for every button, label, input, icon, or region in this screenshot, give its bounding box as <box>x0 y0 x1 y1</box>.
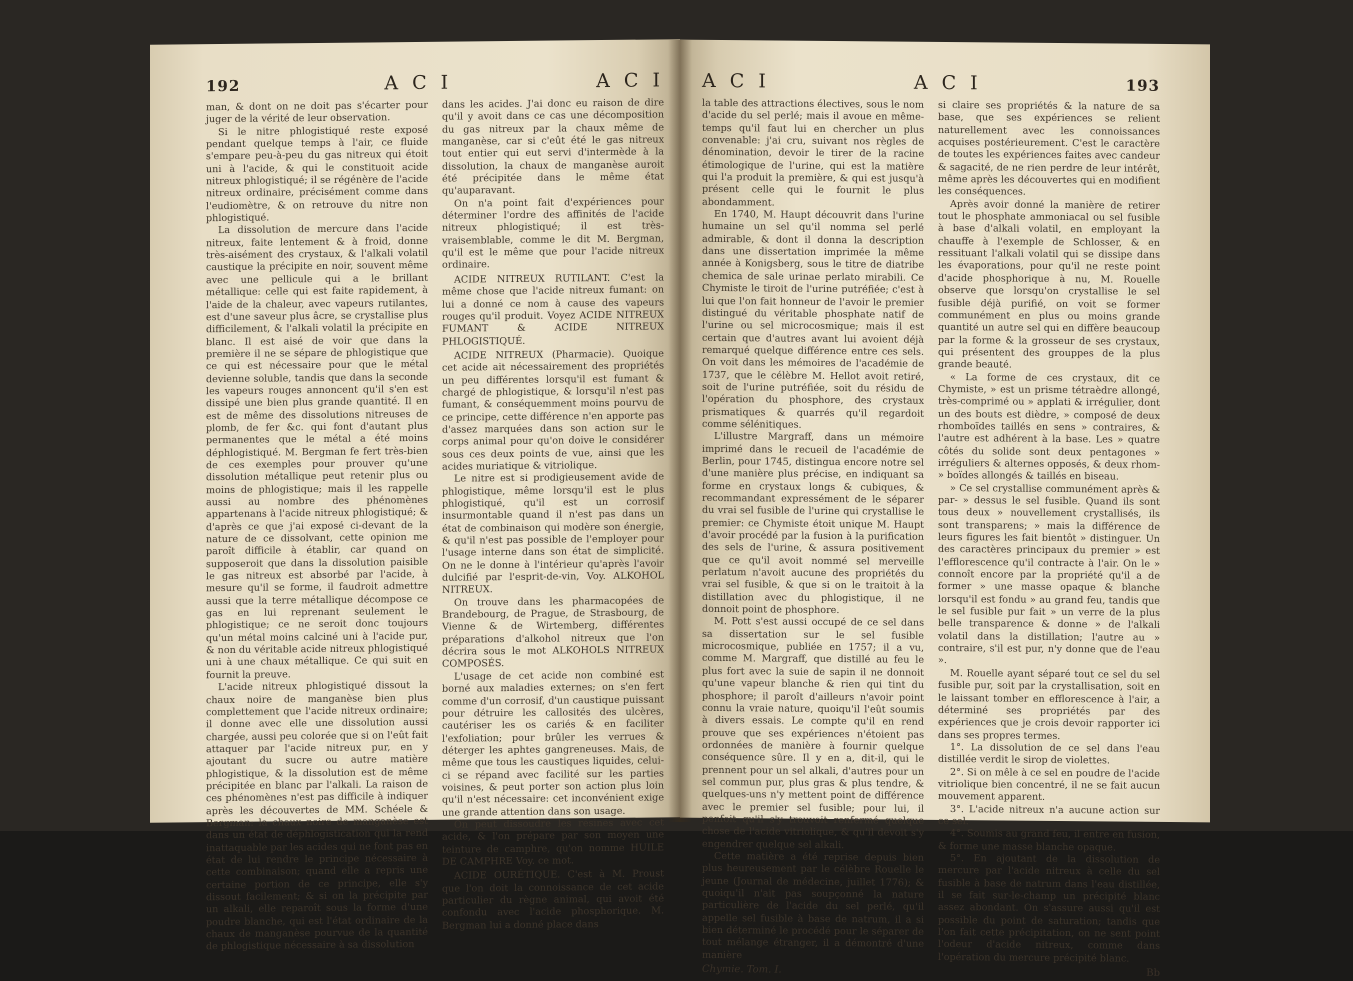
paragraph: man, & dont on ne doit pas s'écarter pour juger de la vérité de leur observation. <box>206 99 428 126</box>
paragraph: On peut dissoudre les résines avec cet acide, & l'on prépare par son moyen une teinture de camphre, qu'on nomme HUILE DE CAMPHRE Voy. ce mot. <box>442 817 664 868</box>
left-page-number: 192 <box>206 76 241 96</box>
right-column-1 <box>702 97 924 976</box>
paragraph: la table des attractions électives, sous le nom d'acide du sel perlé; mais il avoue en même-temps qu'il faut lui en chercher un plus convenable: j'ai cru, suivant nos règles de dénomination, devoir le tirer de la racine étimologique de l'urine, qui est la matière qui l'a produit la première, & qui est jusqu'à présent celle qui le fournit le plus abondamment. <box>702 97 924 209</box>
page-footer <box>702 964 924 978</box>
paragraph: Après avoir donné la manière de retirer tout le phosphate ammoniacal ou sel fusible à base d'alkali volatil, en employant la chauffe à l'exemple de Schlosser, & en ressituant l'alkali volatil qui se dissipe dans les évaporations, pour qu'il ne reste point d'acide phosphorique à nu, M. Rouelle observe que lorsqu'on crystallise le sel fusible déjà purifié, on voit se former communément en plus ou moins grande quantité un autre sel qui en diffère beaucoup par la forme & la grosseur de ses crystaux, qui présentent des grouppes de la plus grande beauté. <box>938 198 1160 371</box>
right-column-2 <box>938 99 1160 979</box>
right-running-head-left: A C I <box>702 69 770 93</box>
paragraph: L'illustre Margraff, dans un mémoire imprimé dans le recueil de l'académie de Berlin, pour 1745, distingua encore notre sel d'une manière plus précise, en indiquant sa forme en crystaux longs & cubiques, & recommandant expressément de le séparer du vrai sel fusible de l'urine qui crystallise le premier: ce Chymiste étoit unique M. Haupt d'avoir procédé par la fusion à la purification des sels de l'urine, & assura positivement que ce qu'il avoit nommé sel merveille perlatum n'avoit aucune des propriétés du vrai sel fusible, & que si on le traitoit à la distillation avec du phlogistique, il ne donnoit point de phosphore. <box>702 431 924 617</box>
paragraph: L'usage de cet acide non combiné est borné aux maladies externes; on s'en fert comme d'un corrosif, d'un caustique puissant pour détruire les callosités des ulcères, cautériser les os cariés & en faciliter l'exfoliation; pour brûler les verrues & déterger les aphtes gangreneuses. Mais, de même que tous les caustiques liquides, celui-ci se répand avec facilité sur les parties voisines, & peut porter son action plus loin qu'il n'est nécessaire: cet inconvénient exige une grande attention dans son usage. <box>442 669 664 819</box>
paragraph: En 1740, M. Haupt découvrit dans l'urine humaine un sel qu'il nomma sel perlé admirable, & dont il donna la description dans une dissertation imprimée la même année à Konigsberg, sous le titre de diatribe chemica de sale urinae perlato mirabili. Ce Chymiste le tiroit de l'urine putréfiée; c'est à lui que l'on fait honneur de l'avoir le premier distingué du véritable phosphate natif de l'urine ou sel microcosmique; mais il est certain que d'autres avant lui avoient déjà remarqué quelque différence entre ces sels. On voit dans les mémoires de l'académie de 1737, que le célèbre M. Hellot avoit retiré, soit de l'urine putréfiée, soit du résidu de l'opération du phosphore, des crystaux prismatiques & quarrés qu'il regardoit comme sélénitiques. <box>702 209 924 431</box>
numbered-paragraph: 4°. Soumis au grand feu, il entre en fusion, & forme une masse blanche opaque. <box>938 828 1160 854</box>
right-page <box>680 40 1210 979</box>
right-page-header <box>702 70 1160 96</box>
numbered-paragraph: 1°. La dissolution de ce sel dans l'eau distillée verdit le sirop de violettes. <box>938 741 1160 767</box>
quote-paragraph: « La forme de ces crystaux, dit ce Chymiste, » est un prisme tétraèdre allongé, très-comprimé ou » applati & irrégulier, dont un des bouts est dièdre, » composé de deux rhomboïdes taillés en sens » contraires, & l'autre est adhérent à la base. Les » quatre côtés du solide sont deux pentagones » irréguliers & alternes opposés, & deux rhom- » boïdes allongés & taillés en biseau. <box>938 371 1160 483</box>
paragraph: Si le nitre phlogistiqué reste exposé pendant quelque temps à l'air, ce fluide s'empare peu-à-peu du gas nitreux qui étoit uni à l'acide, & qui le constituoit acide nitreux phlogistiqué; il se régénère de l'acide nitreux ordinaire, précisément comme dans l'eudiomètre, & on retrouve du nitre non phlogistiqué. <box>206 124 428 225</box>
paragraph: On trouve dans les pharmacopées de Brandebourg, de Prague, de Strasbourg, de Vienne & de Wirtemberg, différentes préparations d'alkohol nitreux que l'on décrira sous le mot ALKOHOLS NITREUX COMPOSÉS. <box>442 595 664 671</box>
right-page-number: 193 <box>1125 76 1160 95</box>
paragraph: On n'a point fait d'expériences pour déterminer l'ordre des affinités de l'acide nitreux phlogistiqué; il est très-vraisemblable, comme le dit M. Bergman, qu'il est le même que pour l'acide nitreux ordinaire. <box>442 196 664 272</box>
paragraph: La dissolution de mercure dans l'acide nitreux, faite lentement & à froid, donne très-aisément des crystaux, & l'alkali volatil caustique la précipite en noir, souvent même avec une pellicule qui a le brillant métallique: celle qui est faite rapidement, à l'aide de la chaleur, avec vapeurs rutilantes, est d'une saveur plus âcre, se crystallise plus difficilement, & l'alkali volatil la précipite en blanc. Il est aisé de voir que dans la première il ne se sépare de phlogistique que ce qui est nécessaire pour que le métal devienne soluble, tandis que dans la seconde les vapeurs rouges annoncent qu'il s'en est dissipé une bien plus grande quantité. Il en est de même des dissolutions nitreuses de plomb, de fer &c. qui font d'autant plus permanentes que le métal a été moins déphlogistiqué. M. Bergman fe fert très-bien de ces exemples pour prouver qu'une dissolution métallique peut retenir plus ou moins de phlogistique; mais il les rappelle aussi au nombre des phénomènes appartenans à l'acide nitreux phlogistiqué; & d'après ce que j'ai exposé ci-devant de la nature de ce dissolvant, cette opinion me paroît difficile à établir, car quand on supposeroit que dans la dissolution paisible le gas nitreux est absorbé par l'acide, à mesure qu'il se forme, il faudroit admettre aussi que la terre métallique décompose ce gas en lui reprenant seulement le phlogistique; ce ne seroit donc toujours qu'un métal moins calciné uni à l'acide pur, & non du véritable acide nitreux phlogistiqué uni à une chaux métallique. Ce qui suit en fournit la preuve. <box>206 223 428 682</box>
paragraph: dans les acides. J'ai donc eu raison de dire qu'il y avoit dans ce cas une décomposition du gas nitreux par la chaux même de manganèse, car si c'eût été le gas nitreux tout entier qui eut servi d'intermède à la dissolution, la chaux de manganèse auroit été précipitée dans le même état qu'auparavant. <box>442 97 664 198</box>
left-column-2 <box>442 97 664 932</box>
numbered-paragraph: 2°. Si on mêle à ce sel en poudre de l'acide vitriolique bien concentré, il ne se fait aucun mouvement apparent. <box>938 766 1160 804</box>
paragraph: M. Rouelle ayant séparé tout ce sel du sel fusible pur, soit par la crystallisation, soit en le laissant tomber en efflorescence à l'air, a déterminé ses propriétés par des expériences que je crois devoir rapporter ici dans ses propres termes. <box>938 667 1160 742</box>
numbered-paragraph: 5°. En ajoutant de la dissolution de mercure par l'acide nitreux à celle du sel fusible à base de natrum dans l'eau distillée, il se fait sur-le-champ un précipité blanc assez abondant. On s'assure aussi qu'il est possible du point de saturation; tandis que l'on fait cette précipitation, on ne sent point l'odeur d'acide nitreux, comme dans l'opération du mercure précipité blanc. <box>938 853 1160 965</box>
footer-title: Chymie. Tom. I. <box>702 963 782 976</box>
paragraph: M. Pott s'est aussi occupé de ce sel dans sa dissertation sur le sel fusible microcosmique, publiée en 1757; il a vu, comme M. Margraff, que distillé au feu le plus fort avec la suie de sapin il ne donnoit qu'une vapeur blanche & rien qui tint du phosphore; il paroît d'ailleurs n'avoir point connu la vraie nature, quoiqu'il l'eût soumis à divers essais. Le compte qu'il en rend prouve que ses expériences n'étoient pas ordonnées de manière à fournir quelque conséquence sûre. Il y en a, dit-il, qui le prennent pour un sel alkali, d'autres pour un sel commun pur, plus gras & plus tendre, & quelques-uns n'y mettent point de différence avec le premier sel fusible; pour lui, il penfoit qu'il s'y trouvoit renfermé quelque chose de l'acide vitriolique, & qu'il devoit s'y engendrer quelque sel alkali. <box>702 616 924 851</box>
signature-mark: Bb <box>1146 967 1160 979</box>
left-running-head-left: A C I <box>384 71 453 95</box>
paragraph: L'acide nitreux phlogistiqué dissout la chaux noire de manganèse bien plus complettement que l'acide nitreux ordinaire; il donne avec elle une dissolution aussi chargée, aussi peu colorée que si on l'eût fait attaquer par l'acide nitreux pur, en y ajoutant du sucre ou autre matière phlogistique, & la dissolution est de même précipitée en blanc par l'alkali. La raison de ces phénomènes n'est pas difficile à indiquer après les découvertes de MM. Schéele & Bergman: la chaux noire de manganèse est dans un état de déphlogistication qui la rend inattaquable par les acides qui ne font pas en état de lui rendre le principe nécessaire à cette combinaison; quand elle a repris une certaine portion de ce principe, elle s'y dissout facilement; & si on la précipite par un alkali, elle reparoît sous la forme d'une poudre blanche, qui est l'état ordinaire de la chaux de manganèse pourvue de la quantité de phlogistique nécessaire à sa dissolution <box>206 680 428 953</box>
paragraph: Cette matière a été reprise depuis bien plus heureusement par le célèbre Rouelle le jeune (Journal de médecine, juillet 1776); & quoiqu'il n'ait pas soupçonné la nature particulière de l'acide du sel perlé, qu'il appelle sel fusible à base de natrum, il a si bien déterminé le procédé pour le séparer de tout mélange étranger, il a démontré d'une manière <box>702 850 924 961</box>
left-column-1 <box>206 99 428 953</box>
right-page-columns <box>702 97 1160 979</box>
left-page-columns <box>206 97 664 953</box>
left-page <box>150 39 680 953</box>
paragraph: Le nitre est si prodigieusement avide de phlogistique, même lorsqu'il est le plus phlogistiqué, qu'il est un corrosif insurmontable quand il n'est pas dans un état de combinaison qui modère son énergie, & qu'il n'est pas possible de l'employer pour l'usage interne dans son état de simplicité. On ne le donne à l'intérieur qu'après l'avoir dulcifié par l'esprit-de-vin, Voy. ALKOHOL NITREUX. <box>442 471 664 597</box>
book-gutter <box>668 40 692 822</box>
entry-acide-nitreux-rutilant: ACIDE NITREUX RUTILANT. C'est la même chose que l'acide nitreux fumant: on lui a donné ce nom à cause des vapeurs rouges qu'il produit. Voyez ACIDE NITREUX FUMANT & ACIDE NITREUX PHLOGISTIQUÉ. <box>442 272 664 348</box>
quote-paragraph: » Ce sel crystallise communément après & par- » dessus le sel fusible. Quand ils sont tous deux » nouvellement crystallisés, ils sont transparens; » mais la différence de leurs figures les fait bientôt » distinguer. Un des caractères principaux du premier » est l'efflorescence qu'il contracte à l'air. On le » connoît encore par la propriété qu'il a de former » une masse opaque & blanche lorsqu'il est fondu » au grand feu, tandis que le sel fusible pur fait » un verre de la plus belle transparence & donne » de l'alkali volatil dans la distillation; l'autre au » contraire, s'il est pur, n'y donne que de l'eau ». <box>938 482 1160 667</box>
right-running-head-right: A C I <box>913 71 982 95</box>
page-footer-signature <box>938 966 1160 980</box>
numbered-paragraph: 3°. L'acide nitreux n'a aucune action sur ce sel. <box>938 803 1160 828</box>
paragraph: si claire ses propriétés & la nature de sa base, que ses expériences se relient naturellement avec les connoissances acquises postérieurement. C'est le caractère de toutes les expériences faites avec candeur & sagacité, de ne rien perdre de leur intérêt, même après les découvertes qui en modifient les conséquences. <box>938 99 1160 199</box>
entry-acide-nitreux-pharmacie: ACIDE NITREUX (Pharmacie). Quoique cet acide ait nécessairement des propriétés un peu différentes lorsqu'il est fumant & chargé de phlogistique, & lorsqu'il n'est pas fumant, & conséquemment moins pourvu de ce principe, cette différence n'en apporte pas d'assez marquées dans son action sur le corps animal pour qu'on doive le considérer sous ces deux points de vue, ainsi que les acides muriatique & vitriolique. <box>442 348 664 473</box>
left-running-head-right: A C I <box>596 69 664 93</box>
left-page-header <box>206 69 664 96</box>
entry-acide-ouretique: ACIDE OURÉTIQUE. C'est à M. Proust que l'on doit la connoissance de cet acide particulier du règne animal, qui avoit été confondu avec l'acide phosphorique. M. Bergman lui a donné place dans <box>442 868 664 932</box>
